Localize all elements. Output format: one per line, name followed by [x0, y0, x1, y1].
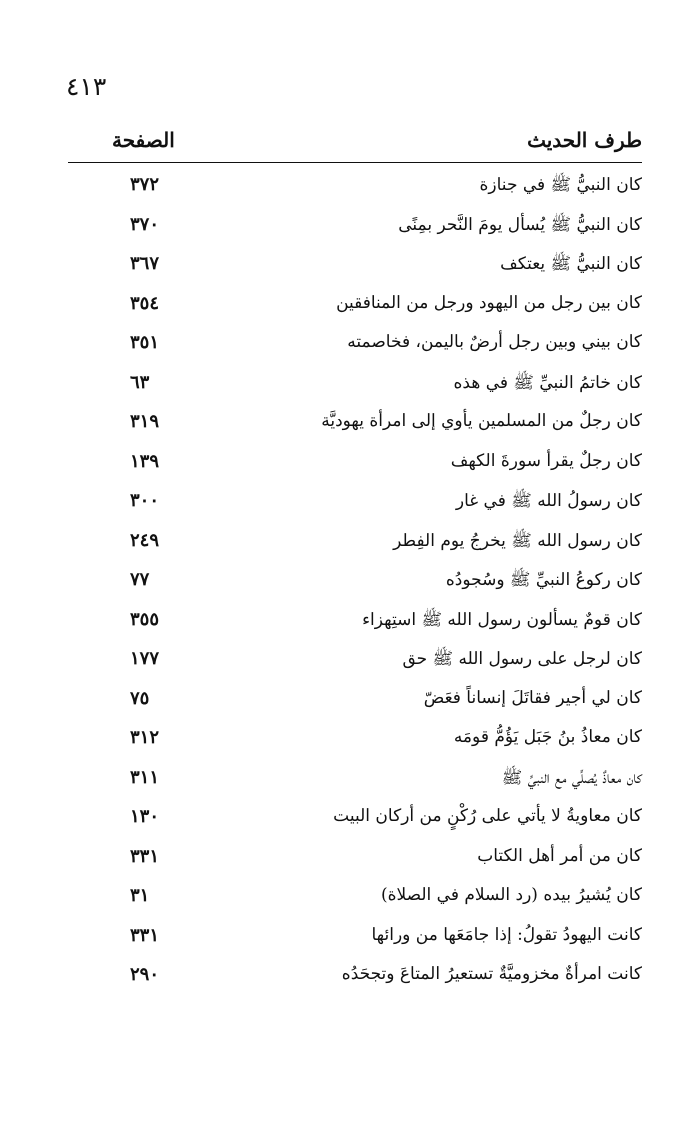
page-ref: ٢٩٠: [130, 964, 160, 985]
hadith-text: كان ركوعُ النبيِّ ﷺ وسُجودُه: [445, 570, 642, 590]
hadith-text: كان النبيُّ ﷺ يعتكف: [500, 254, 642, 274]
index-row: [68, 919, 642, 959]
page-ref: ١٣٩: [130, 450, 160, 472]
index-row: [68, 405, 642, 445]
hadith-text: كان بيني وبين رجل أرضٌ باليمن، فخاصمته: [347, 332, 642, 352]
page-ref: ١٧٧: [130, 648, 160, 669]
index-row: [68, 484, 642, 524]
hadith-text: كان لي أجير فقاتَلَ إنساناً فعَضّ: [423, 687, 642, 708]
index-list: [68, 168, 642, 998]
hadith-text: كان خاتمُ النبيِّ ﷺ في هذه: [453, 372, 642, 393]
hadith-text: كان من أمر أهل الكتاب: [477, 845, 642, 866]
index-row: [68, 800, 642, 840]
column-header-page: الصفحة: [112, 128, 175, 152]
page-ref: ٣١١: [130, 766, 160, 788]
page-ref: ٣٦٧: [130, 253, 160, 274]
index-row: [68, 524, 642, 564]
index-row: [68, 721, 642, 761]
hadith-text: كان معاذٌ يُصلِّي مع النبيِّ ﷺ: [501, 767, 642, 788]
header-divider: [68, 162, 642, 163]
index-row: [68, 958, 642, 998]
index-row: [68, 247, 642, 287]
hadith-text: كانت اليهودُ تقولُ: إذا جامَعَها من ورائها: [371, 924, 642, 945]
hadith-text: كان معاويةُ لا يأتي على رُكْنٍ من أركان البيت: [333, 806, 642, 826]
page-ref: ٣٥٥: [130, 608, 160, 630]
page-ref: ٣٧٢: [130, 174, 160, 195]
page-ref: ٣٥٤: [130, 292, 160, 314]
page-ref: ٣١٩: [130, 411, 160, 432]
index-row: [68, 326, 642, 366]
hadith-text: كان بين رجل من اليهود ورجل من المنافقين: [336, 292, 642, 313]
index-row: [68, 208, 642, 248]
hadith-text: كان قومٌ يسألون رسول الله ﷺ استِهزاء: [362, 609, 642, 630]
page-ref: ٣١٢: [130, 727, 160, 748]
page-ref: ٣٣١: [130, 924, 160, 946]
index-row: [68, 761, 642, 801]
page-ref: ١٣٠: [130, 806, 160, 827]
page-ref: ٣٧٠: [130, 213, 160, 235]
index-row: [68, 840, 642, 880]
index-header: [68, 128, 642, 160]
page-ref: ٣٠٠: [130, 490, 160, 511]
index-row: [68, 168, 642, 208]
index-row: [68, 603, 642, 643]
hadith-text: كان معاذُ بنُ جَبَل يَؤُمُّ قومَه: [453, 727, 642, 747]
index-row: [68, 366, 642, 406]
index-row: [68, 642, 642, 682]
hadith-text: كانت امرأةٌ مخزوميَّةٌ تستعيرُ المتاعَ وتجحَدُه: [341, 964, 642, 984]
hadith-text: كان لرجل على رسول الله ﷺ حق: [402, 649, 642, 669]
hadith-text: كان رسولُ الله ﷺ في غار: [455, 491, 642, 511]
hadith-text: كان النبيُّ ﷺ في جنازة: [479, 175, 642, 195]
hadith-text: كان رجلٌ يقرأ سورةَ الكهف: [450, 450, 642, 471]
page-ref: ٦٣: [130, 371, 150, 393]
index-row: [68, 287, 642, 327]
index-row: [68, 879, 642, 919]
column-header-hadith: طرف الحديث: [527, 128, 642, 152]
hadith-text: كان رجلٌ من المسلمين يأوي إلى امرأة يهوديَّة: [321, 411, 642, 431]
index-row: [68, 682, 642, 722]
page-number: ٤١٣: [66, 72, 107, 101]
page-ref: ٧٥: [130, 687, 150, 709]
page-ref: ٣٥١: [130, 332, 160, 353]
index-row: [68, 445, 642, 485]
page-ref: ٣١: [130, 885, 150, 906]
hadith-text: كان يُشيرُ بيده (رد السلام في الصلاة): [380, 885, 642, 905]
hadith-text: كان رسول الله ﷺ يخرجُ يوم الفِطر: [393, 530, 642, 551]
page-ref: ٧٧: [130, 569, 150, 590]
page-ref: ٣٣١: [130, 845, 160, 867]
index-row: [68, 563, 642, 603]
hadith-text: كان النبيُّ ﷺ يُسأل يومَ النَّحر بمِنًى: [398, 214, 642, 235]
page-ref: ٢٤٩: [130, 529, 160, 551]
